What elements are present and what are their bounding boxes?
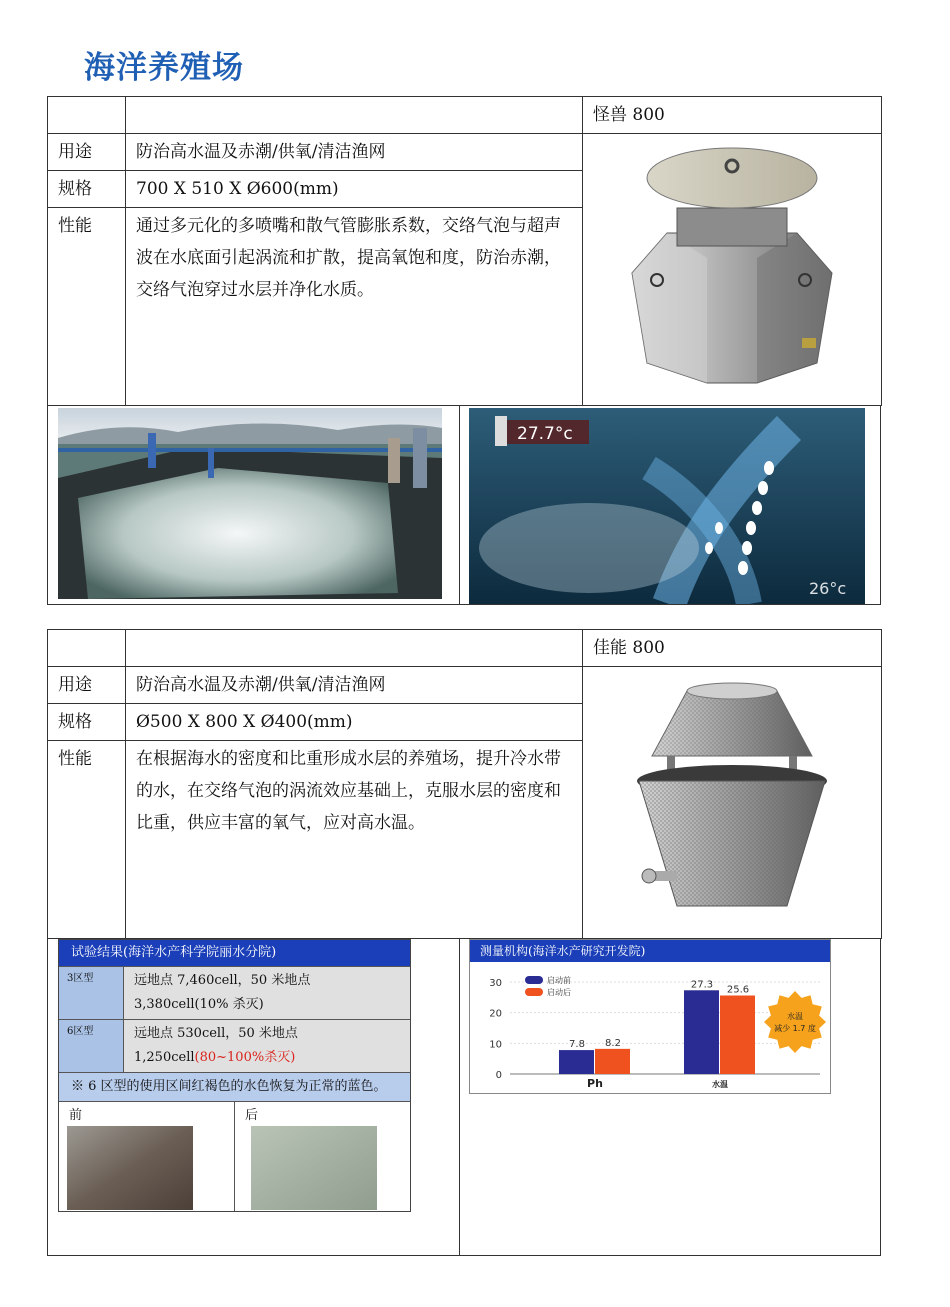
product-block-1 [47,96,881,605]
legend-label: 启动前 [547,976,571,985]
fish-farm-photo [58,408,442,599]
result-line: 3,380cell(10% 杀灭) [134,997,264,1012]
measurement-chart [469,939,831,1094]
badge-text: 水温 [787,1012,803,1021]
before-label: 前 [69,1108,83,1123]
bubble-vortex-diagram [469,408,865,604]
page-title: 海洋养殖场 [84,50,244,86]
column-divider [459,939,460,1255]
empty-cell [126,630,583,667]
performance-label: 性能 [48,741,126,939]
performance-text: 通过多元化的多喷嘴和散气管膨胀系数，交络气泡与超声波在水底面引起涡流和扩散，提高氧饱和度，防治赤潮，交络气泡穿过水层并净化水质。 [126,208,583,406]
spec-label: 规格 [48,171,126,208]
product-table-2 [47,629,882,939]
y-tick-label: 30 [489,978,502,989]
badge-text: 减少 1.7 度 [774,1024,816,1033]
y-tick-label: 10 [489,1039,502,1051]
bar [595,1049,630,1074]
result-line: 远地点 530cell，50 米地点 [134,1026,298,1041]
bar [720,995,755,1074]
product-image-cell [583,134,882,406]
product-image-cell [583,667,882,939]
result-line: 1,250cell [134,1050,195,1065]
empty-cell [126,97,583,134]
y-tick-label: 20 [489,1008,502,1020]
empty-cell [48,630,126,667]
badge-starburst [764,991,826,1053]
empty-cell [48,97,126,134]
before-after-compare [59,1101,410,1211]
after-label: 后 [245,1108,259,1123]
legend-swatch [525,976,543,984]
water-sample-before [67,1126,193,1210]
test-result-row [59,1019,410,1072]
x-tick-label: Ph [587,1077,603,1090]
result-note: ※ 6 区型的使用区间红褐色的水色恢复为正常的蓝色。 [59,1072,410,1101]
x-tick-label: 水温 [712,1080,728,1089]
chart-title: 测量机构(海洋水产研究开发院) [470,940,830,962]
water-sample-after [251,1126,377,1210]
bar [559,1050,594,1074]
aerator-canon-image [627,671,837,921]
temp-low-readout: 26°c [809,579,847,598]
model-name: 怪兽 800 [583,97,882,134]
after-cell [234,1102,410,1211]
product-table-1 [47,96,882,406]
spec-value: Ø500 X 800 X Ø400(mm) [126,704,583,741]
zone-result [124,967,410,1019]
purpose-label: 用途 [48,667,126,704]
product-block-2 [47,629,881,1256]
model-name: 佳能 800 [583,630,882,667]
before-cell [59,1102,234,1211]
test-result-table [58,939,411,1212]
test-result-row [59,966,410,1019]
zone-result [124,1020,410,1072]
spec-value: 700 X 510 X Ø600(mm) [126,171,583,208]
column-divider [459,406,460,604]
purpose-label: 用途 [48,134,126,171]
data-label: 27.3 [690,979,714,991]
data-label: 7.8 [569,1039,585,1051]
y-tick-label: 0 [495,1070,502,1081]
performance-label: 性能 [48,208,126,406]
results-row [47,939,881,1256]
bar [684,990,719,1074]
spec-label: 规格 [48,704,126,741]
test-result-title: 试验结果(海洋水产科学院丽水分院) [59,940,410,966]
photo-row-1 [47,406,881,605]
aerator-monster-image [617,138,847,388]
legend-swatch [525,988,543,996]
zone-label: 3区型 [59,967,124,1019]
temp-high-readout: 27.7°c [517,424,573,444]
result-line: 远地点 7,460cell，50 米地点 [134,973,311,988]
purpose-value: 防治高水温及赤潮/供氧/清洁渔网 [126,134,583,171]
legend-label: 启动后 [547,988,571,997]
bar-chart [470,962,830,1093]
performance-text: 在根据海水的密度和比重形成水层的养殖场，提升冷水带的水，在交络气泡的涡流效应基础上，克服水层的密度和比重，供应丰富的氧气，应对高水温。 [126,741,583,939]
purpose-value: 防治高水温及赤潮/供氧/清洁渔网 [126,667,583,704]
data-label: 25.6 [726,984,750,996]
result-highlight: (80~100%杀灭) [194,1050,296,1065]
data-label: 8.2 [605,1037,621,1049]
zone-label: 6区型 [59,1020,124,1072]
